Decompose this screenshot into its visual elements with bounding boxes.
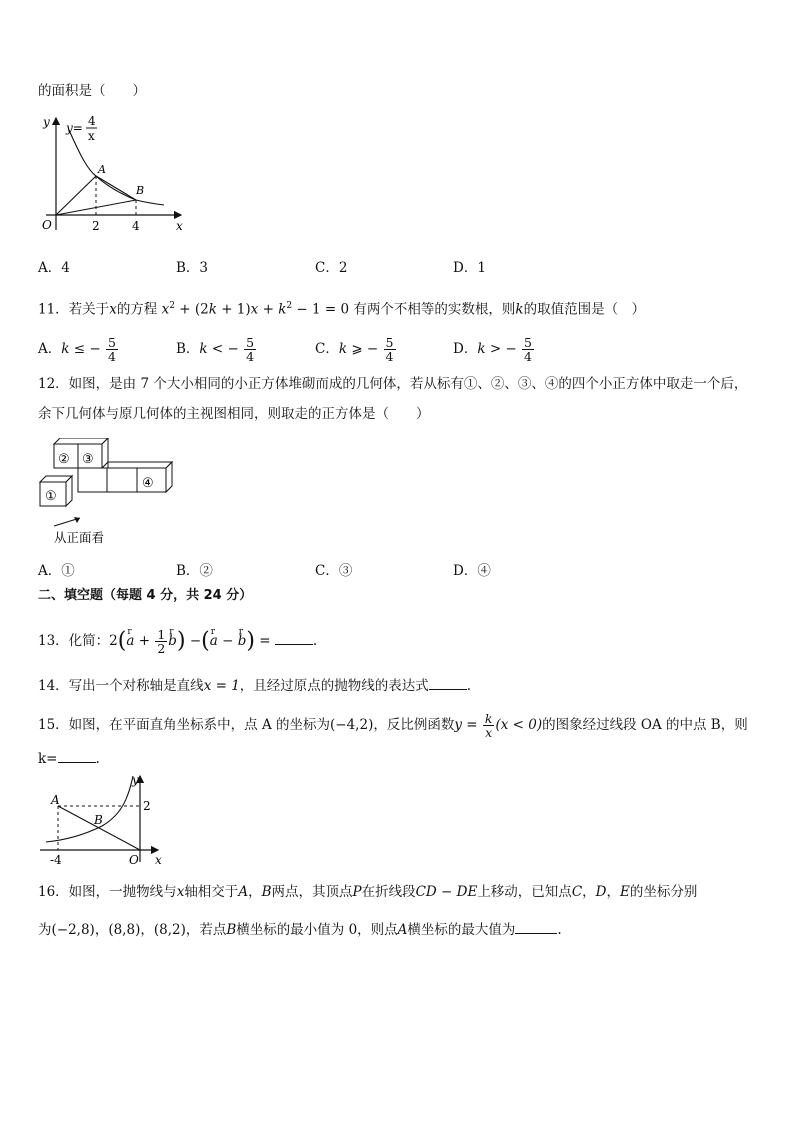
label-A: A bbox=[51, 793, 60, 807]
label-neg4: -4 bbox=[50, 853, 62, 867]
q16-line-2: 为(−2,8)，(8,8)，(8,2)，若点B横坐标的最小值为 0，则点A横坐标的最大值为 . bbox=[38, 919, 562, 940]
hyperbola-curve bbox=[46, 776, 133, 842]
q12-option-b[interactable]: B．② bbox=[176, 563, 213, 579]
cube-label-2: ② bbox=[58, 452, 70, 467]
label-B: B bbox=[94, 813, 103, 827]
label-y: y bbox=[43, 115, 50, 129]
q10-figure bbox=[36, 112, 196, 237]
cube-label-4: ④ bbox=[142, 476, 154, 491]
q10-option-b[interactable]: B．3 bbox=[176, 260, 209, 276]
section-heading: 二、填空题（每题 4 分，共 24 分） bbox=[38, 588, 253, 603]
segment-AB bbox=[96, 176, 136, 200]
q11-option-a[interactable]: A．k ≤ − $\frac{5}{4}$ bbox=[38, 335, 116, 364]
q11-option-b[interactable]: B．k < − $\frac{5}{4}$ bbox=[176, 335, 255, 364]
q10-option-a[interactable]: A．4 bbox=[38, 260, 70, 276]
fn-lhs: y= bbox=[66, 121, 83, 135]
tick-2: 2 bbox=[92, 219, 100, 233]
q12-figure bbox=[36, 438, 186, 548]
q15-line-2: k= . bbox=[38, 748, 100, 769]
q12-line-2: 余下几何体与原几何体的主视图相同，则取走的正方体是（ ） bbox=[38, 406, 430, 422]
q13-stem: 13．化简：2(r a + $\frac{1}{2}$ r b) −(r a − r b) = . bbox=[38, 626, 317, 657]
label-O: O bbox=[42, 218, 52, 232]
fn-den: x bbox=[88, 129, 95, 143]
q10-tail: 的面积是（ ） bbox=[38, 83, 146, 99]
fn-num: 4 bbox=[88, 114, 96, 128]
q11-stem: 11．若关于x的方程 $x^2 + (2k + 1)x + k^2 - 1 = 0$ 有两个不相等的实数根，则k的取值范围是（ ） bbox=[38, 301, 646, 318]
q12-option-c[interactable]: C．③ bbox=[315, 563, 353, 579]
q16-answer-blank[interactable] bbox=[515, 919, 557, 934]
q12-option-a[interactable]: A．① bbox=[38, 563, 75, 579]
q14-answer-blank[interactable] bbox=[429, 675, 467, 690]
label-B: B bbox=[136, 184, 145, 197]
q11-option-d[interactable]: D．k > − $\frac{5}{4}$ bbox=[453, 335, 532, 364]
q14-stem: 14．写出一个对称轴是直线x = 1，且经过原点的抛物线的表达式 . bbox=[38, 675, 471, 696]
cube-label-3: ③ bbox=[82, 452, 94, 467]
label-y: y bbox=[132, 773, 139, 787]
q13-answer-blank[interactable] bbox=[275, 630, 313, 645]
label-2: 2 bbox=[143, 799, 151, 813]
q15-answer-blank[interactable] bbox=[58, 748, 96, 763]
view-caption: 从正面看 bbox=[54, 530, 105, 545]
q15-figure bbox=[36, 770, 176, 868]
cube-label-1: ① bbox=[45, 489, 57, 504]
hyperbola-curve bbox=[69, 130, 164, 205]
q12-option-d[interactable]: D．④ bbox=[453, 563, 491, 579]
q15-line-1: 15．如图，在平面直角坐标系中，点 A 的坐标为(−4,2)，反比例函数y = $\frac{k}{x}$ (x < 0)的图象经过线段 OA 的中点 B，则 bbox=[38, 711, 748, 740]
label-A: A bbox=[98, 163, 106, 176]
label-x: x bbox=[176, 219, 183, 233]
q11-option-c[interactable]: C．k ⩾ − $\frac{5}{4}$ bbox=[315, 335, 394, 364]
label-x: x bbox=[155, 853, 162, 867]
q12-line-1: 12．如图，是由 7 个大小相同的小正方体堆砌而成的几何体，若从标有①、②、③、④的四个小正方体中取走一个后， bbox=[38, 376, 748, 392]
q10-option-c[interactable]: C．2 bbox=[315, 260, 348, 276]
q16-line-1: 16．如图，一抛物线与x轴相交于A，B两点，其顶点P在折线段CD − DE上移动，已知点C，D，E的坐标分别 bbox=[38, 884, 698, 900]
q10-option-d[interactable]: D．1 bbox=[453, 260, 486, 276]
label-O: O bbox=[129, 853, 139, 867]
tick-4: 4 bbox=[132, 219, 140, 233]
